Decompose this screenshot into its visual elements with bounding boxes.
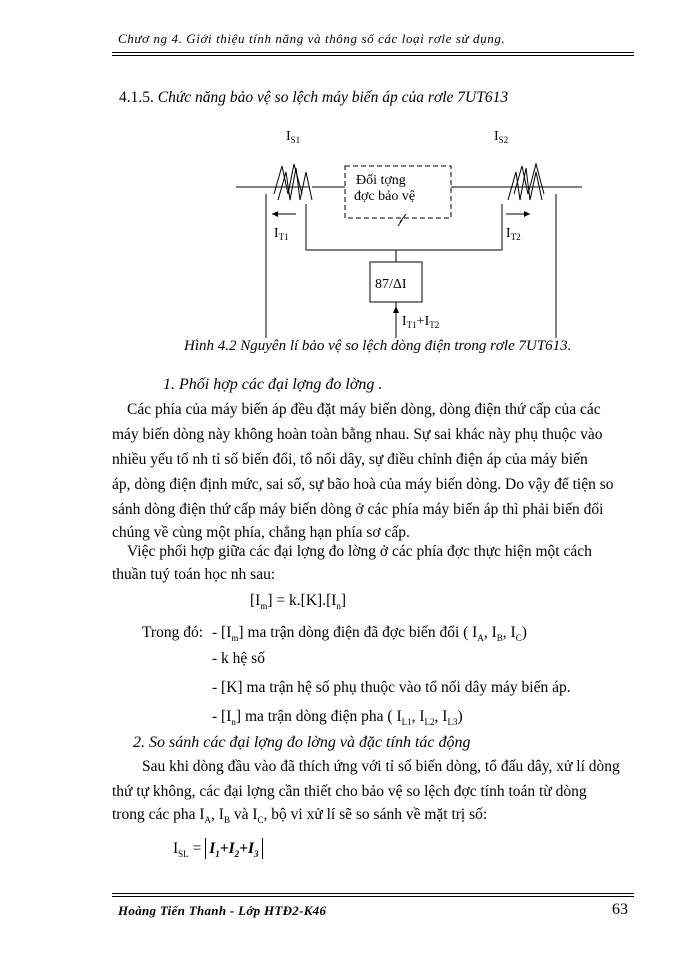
section-heading — [119, 89, 508, 107]
para1-line: áp, dòng điện định mức, sai số, sự bão hoà của máy biến dòng. Do vậy để tiện so — [112, 476, 614, 493]
label-it1: $I_{T1}$ — [274, 226, 289, 242]
part2-heading: 2. So sánh các đại lợng đo lờng và đặc tính tác động — [133, 734, 471, 751]
part2-line: Sau khi dòng đầu vào đã thích ứng với tỉ số biến dòng, tổ đấu dây, xử lí dòng — [142, 758, 620, 775]
page-number: 63 — [612, 901, 628, 918]
abs-sum-bars: $I_1+I_2+I_3$ — [205, 838, 262, 859]
part2-line: thứ tự không, các đại lợng cần thiết cho bảo vệ so lệch đợc tính toán từ dòng — [112, 783, 587, 800]
para1-line: Các phía của máy biến áp đều đặt máy biến dòng, dòng điện thứ cấp của các — [127, 401, 601, 418]
formula-isl: $I_{SL} = I_1+I_2+I_3$ — [173, 840, 263, 859]
definition-in: - $[I_n]$ ma trận dòng điện pha ( $I_{L1}$, $I_{L2}$, $I_{L3}$) — [212, 708, 463, 728]
header-rule — [112, 52, 634, 56]
relay-label: 87/ΔI — [375, 277, 407, 292]
where-label: Trong đó: — [142, 624, 204, 641]
definition-k: - k hệ số — [212, 650, 265, 667]
label-it2: $I_{T2}$ — [506, 226, 521, 242]
sum-current-label: $I_{T1}+I_{T2}$ — [402, 314, 440, 330]
differential-protection-diagram — [230, 120, 590, 345]
part1-heading: 1. Phối hợp các đại lợng đo lờng . — [163, 376, 383, 393]
part2-line-last: trong các pha $I_A$, $I_B$ và $I_C$, bộ vi xử lí sẽ so sánh về mặt trị số: — [112, 806, 488, 826]
figure-caption: Hình 4.2 Nguyên lí bảo vệ so lệch dòng điện trong rơle 7UT613. — [184, 338, 572, 354]
footer-rule — [112, 893, 634, 897]
object-label-line2: đợc bảo vệ — [354, 189, 416, 204]
para1-line: nhiều yếu tố nh tỉ số biến đổi, tổ nối dây, sự điều chỉnh điện áp của máy biến — [112, 451, 588, 468]
section-number: 4.1.5. — [119, 89, 154, 106]
para2-line: thuần tuý toán học nh sau: — [112, 566, 276, 583]
object-label-line1: Đối tợng — [356, 173, 406, 188]
definition-im: - $[I_m]$ ma trận dòng điện đã đợc biến đổi ( $I_A$, $I_B$, $I_C$) — [212, 624, 527, 644]
footer-author: Hoàng Tiến Thanh - Lớp HTĐ2-K46 — [118, 903, 327, 918]
ct-right-symbol — [508, 168, 542, 200]
label-is1: $I_{S1}$ — [286, 129, 301, 145]
para1-line: máy biến dòng này không hoàn toàn bằng nhau. Sự sai khác này phụ thuộc vào — [112, 426, 603, 443]
running-header: Chươ ng 4. Giới thiệu tính năng và thông số các loại rơle sử dụng. — [118, 31, 506, 46]
section-title: Chức năng bảo vệ so lệch máy biến áp của rơle 7UT613 — [157, 89, 509, 106]
para2-line: Việc phối hợp giữa các đại lợng đo lờng ở các phía đợc thực hiện một cách — [127, 543, 592, 560]
fault-symbol — [398, 214, 406, 226]
para1-line: sánh dòng điện thứ cấp máy biến dòng ở các phía máy biến áp thì phải biến đổi — [112, 501, 604, 518]
label-is2: $I_{S2}$ — [494, 129, 509, 145]
formula-matrix-transform: $[I_m] = k.[K].[I_n]$ — [250, 592, 347, 612]
para1-line: chúng về cùng một phía, chẳng hạn phía sơ cấp. — [112, 524, 410, 541]
definition-K: - [K] ma trận hệ số phụ thuộc vào tổ nối dây máy biến áp. — [212, 679, 571, 696]
